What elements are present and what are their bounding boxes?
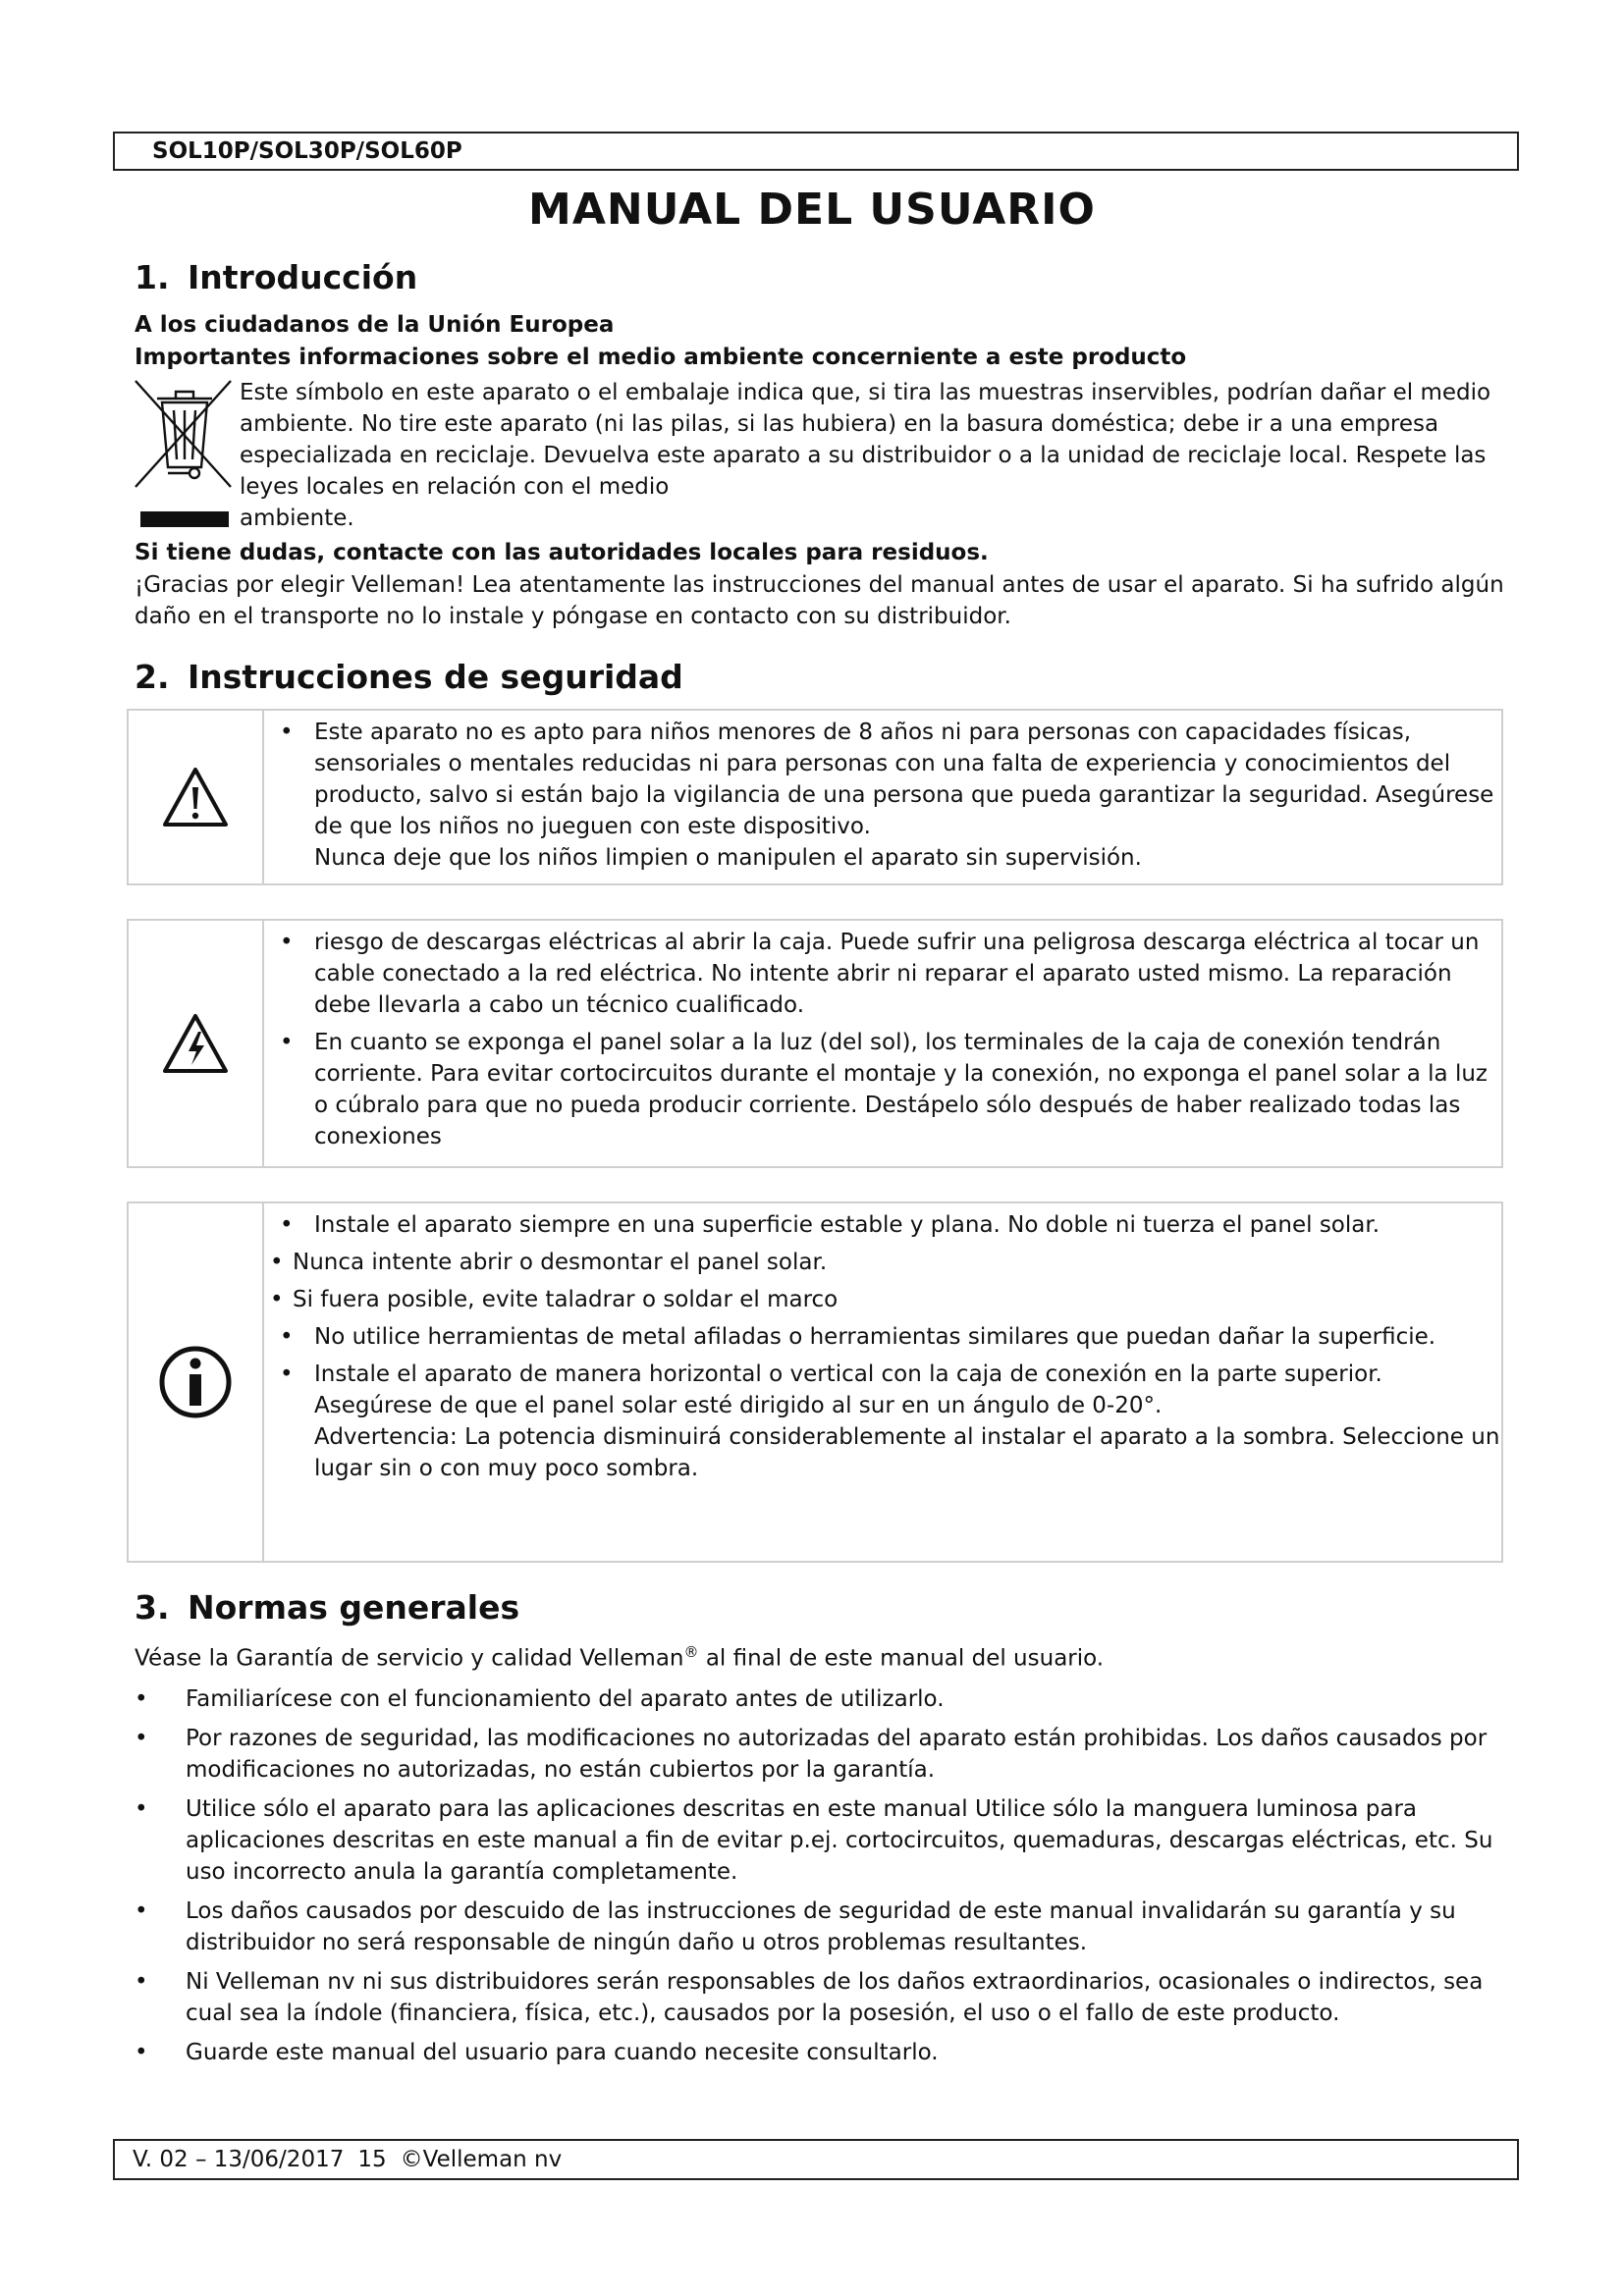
bullet-item: • En cuanto se exponga el panel solar a la luz (del sol), los terminales de la caja de conexión tendrán corriente. Para evitar cortocircuitos durante el montaje y la conexión, no exponga el panel solar a la luz o cúbralo para que no pueda producir corriente. Destápelo sólo después de haber realizado todas las conexiones: [280, 1030, 1488, 1149]
section-title: Introducción: [188, 258, 418, 296]
list-item: • Ni Velleman nv ni sus distribuidores serán responsables de los daños extraordinarios, ocasionales o indirectos, sea cual sea la índole (financiera, física, etc.), causados por la posesión, el uso o el fallo de este producto.: [135, 1969, 1484, 2026]
registered-mark: ®: [683, 1643, 699, 1661]
icon-cell: [129, 1203, 264, 1561]
info-icon: [157, 1344, 234, 1420]
text-cell: [264, 711, 1501, 883]
bullet-item: • No utilice herramientas de metal afiladas o herramientas similares que puedan dañar la superficie.: [280, 1324, 1436, 1350]
section-number: 3.: [135, 1588, 170, 1627]
text-cell: [264, 921, 1501, 1166]
section-heading-introduccion: [135, 258, 417, 297]
weee-text: Este símbolo en este aparato o el embalaje indica que, si tira las muestras inservibles, podrían dañar el medio ambiente. No tire este aparato (ni las pilas, si las hubiera) en la basura doméstica; debe ir a una empresa especializada en reciclaje. Devuelva este aparato a su distribuidor o a la unidad de reciclaje local. Respete las leyes locales en relación con el medio: [240, 380, 1491, 500]
section-number: 2.: [135, 658, 170, 696]
continuation-text: Advertencia: La potencia disminuirá considerablemente al instalar el aparato a la sombra. Seleccione un lugar sin o con muy poco sombra.: [314, 1424, 1500, 1481]
version-label: V. 02 – 13/06/2017: [133, 2147, 345, 2172]
bullet-text: No utilice herramientas de metal afiladas o herramientas similares que puedan dañar la superficie.: [314, 1324, 1436, 1350]
bullet-item: • riesgo de descargas eléctricas al abrir la caja. Puede sufrir una peligrosa descarga eléctrica al tocar un cable conectado a la red eléctrica. No intente abrir ni reparar el aparato usted mismo. La reparación debe llevarla a cabo un técnico cualificado.: [280, 930, 1480, 1018]
list-item: • Guarde este manual del usuario para cuando necesite consultarlo.: [135, 2040, 939, 2065]
env-info-heading: Importantes informaciones sobre el medio ambiente concerniente a este producto: [135, 345, 1187, 370]
safety-box-electric: [127, 919, 1503, 1168]
crossed-bin-icon: [133, 377, 237, 495]
continuation-text: Nunca deje que los niños limpien o manipulen el aparato sin supervisión.: [314, 845, 1142, 871]
copyright-label: ©Velleman nv: [400, 2147, 563, 2172]
bullet-text: Este aparato no es apto para niños menores de 8 años ni para personas con capacidades físicas, sensoriales o mentales reducidas ni para personas con una falta de experiencia y conocimientos del producto, salvo si están bajo la vigilancia de una persona que pueda garantizar la seguridad. Asegúrese de que los niños no jueguen con este dispositivo.: [314, 720, 1494, 839]
section-heading-seguridad: [135, 658, 683, 697]
model-label: SOL10P/SOL30P/SOL60P: [152, 138, 462, 164]
general-rules-list: [135, 1683, 1509, 2076]
bullet-item: • Instale el aparato de manera horizontal o vertical con la caja de conexión en la parte superior. Asegúrese de que el panel solar esté dirigido al sur en un ángulo de 0-20°. Advertencia: La potencia disminuirá considerablemente al instalar el aparato a la sombra. Seleccione un lugar sin o con muy poco sombra.: [264, 1359, 1501, 1484]
doubts-line: Si tiene dudas, contacte con las autoridades locales para residuos.: [135, 540, 989, 565]
list-item: • Utilice sólo el aparato para las aplicaciones descritas en este manual Utilice sólo la manguera luminosa para aplicaciones descritas en este manual a fin de evitar p.ej. cortocircuitos, quemaduras, descargas eléctricas, etc. Su uso incorrecto anula la garantía completamente.: [135, 1796, 1493, 1885]
bullet-item: • Si fuera posible, evite taladrar o soldar el marco: [270, 1287, 839, 1312]
text-cell: [264, 1203, 1501, 1561]
bullet-text: riesgo de descargas eléctricas al abrir la caja. Puede sufrir una peligrosa descarga eléctrica al tocar un cable conectado a la red eléctrica. No intente abrir ni reparar el aparato usted mismo. La reparación debe llevarla a cabo un técnico cualificado.: [314, 930, 1480, 1018]
warning-triangle-icon: [161, 766, 230, 828]
electric-shock-icon: [161, 1012, 230, 1075]
list-item: • Los daños causados por descuido de las instrucciones de seguridad de este manual invalidarán su garantía y su distribuidor no será responsable de ningún daño u otros problemas resultantes.: [135, 1898, 1456, 1955]
section-number: 1.: [135, 258, 170, 296]
icon-cell: [129, 711, 264, 883]
section-title: Instrucciones de seguridad: [188, 658, 683, 696]
footer-box: [113, 2139, 1519, 2180]
bullet-item: • Nunca intente abrir o desmontar el panel solar.: [270, 1250, 828, 1275]
bullet-text: Instale el aparato siempre en una superficie estable y plana. No doble ni tuerza el panel solar.: [314, 1212, 1380, 1238]
warranty-intro: Véase la Garantía de servicio y calidad Velleman® al final de este manual del usuario.: [135, 1643, 1105, 1672]
bullet-item: • Este aparato no es apto para niños menores de 8 años ni para personas con capacidades físicas, sensoriales o mentales reducidas ni para personas con una falta de experiencia y conocimientos del producto, salvo si están bajo la vigilancia de una persona que pueda garantizar la seguridad. Asegúrese de que los niños no jueguen con este dispositivo. Nunca deje que los niños limpien o manipulen el aparato sin supervisión.: [264, 717, 1501, 874]
header-box: [113, 132, 1519, 171]
section-title: Normas generales: [188, 1588, 520, 1627]
weee-bar: [140, 511, 229, 527]
bullet-item: • Instale el aparato siempre en una superficie estable y plana. No doble ni tuerza el panel solar.: [280, 1212, 1380, 1238]
bullet-text: Si fuera posible, evite taladrar o soldar el marco: [293, 1287, 839, 1312]
section-heading-normas: [135, 1588, 519, 1628]
eu-citizens-heading: A los ciudadanos de la Unión Europea: [135, 312, 615, 338]
weee-text-end: ambiente.: [240, 506, 354, 531]
list-item: • Familiarícese con el funcionamiento del aparato antes de utilizarlo.: [135, 1686, 945, 1712]
page-number: 15: [357, 2147, 387, 2172]
bullet-text: Nunca intente abrir o desmontar el panel solar.: [293, 1250, 828, 1275]
bullet-text: En cuanto se exponga el panel solar a la luz (del sol), los terminales de la caja de conexión tendrán corriente. Para evitar cortocircuitos durante el montaje y la conexión, no exponga el panel solar a la luz o cúbralo para que no pueda producir corriente. Destápelo sólo después de haber realizado todas las conexiones: [314, 1030, 1488, 1149]
thanks-paragraph: ¡Gracias por elegir Velleman! Lea atentamente las instrucciones del manual antes de usar el aparato. Si ha sufrido algún daño en el transporte no lo instale y póngase en contacto con su distribuidor.: [135, 572, 1504, 629]
safety-box-info: [127, 1201, 1503, 1563]
safety-box-children: [127, 709, 1503, 885]
bullet-text: Instale el aparato de manera horizontal o vertical con la caja de conexión en la parte superior. Asegúrese de que el panel solar esté dirigido al sur en un ángulo de 0-20°.: [314, 1362, 1382, 1418]
list-item: • Por razones de seguridad, las modificaciones no autorizadas del aparato están prohibidas. Los daños causados por modificaciones no autorizadas, no están cubiertos por la garantía.: [135, 1726, 1488, 1783]
document-title: MANUAL DEL USUARIO: [528, 185, 1096, 235]
icon-cell: [129, 921, 264, 1166]
